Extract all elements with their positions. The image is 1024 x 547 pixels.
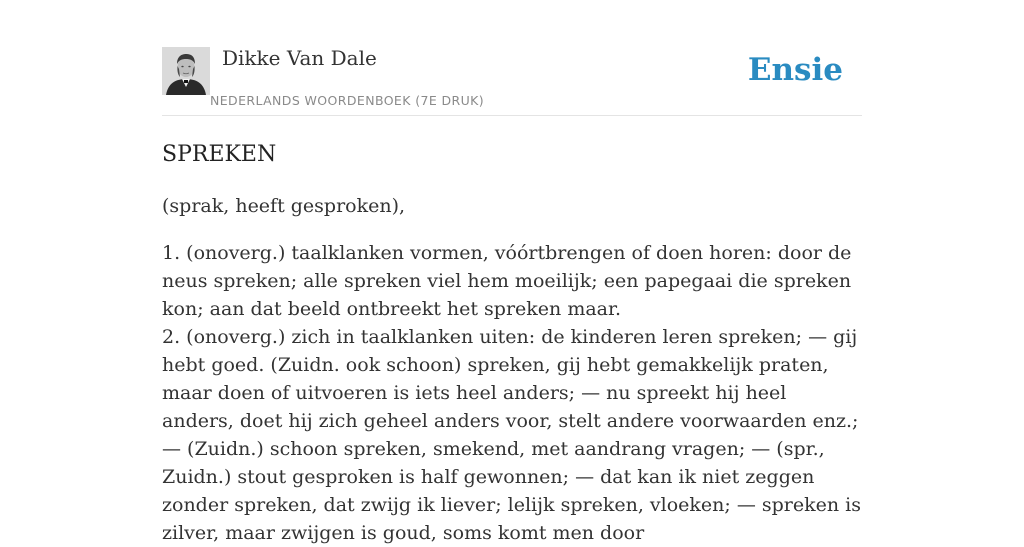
source-name[interactable]: NEDERLANDS WOORDENBOEK (7E DRUK)	[210, 93, 485, 108]
entry-definition-1: 1. (onoverg.) taalklanken vormen, vóórtbrengen of doen horen: door de neus spreken; alle spreken viel hem moeilijk; een papegaai die spreken kon; aan dat beeld ontbreekt het spreken maar.	[162, 242, 852, 320]
author-portrait-icon	[162, 47, 210, 95]
entry-title: SPREKEN	[162, 142, 277, 167]
entry-forms: (sprak, heeft gesproken),	[162, 195, 406, 217]
ensie-logo[interactable]: Ensie	[747, 52, 843, 88]
author-name[interactable]: Dikke Van Dale	[222, 46, 377, 70]
header	[162, 0, 862, 116]
entry-content	[162, 192, 862, 547]
author-avatar[interactable]	[162, 47, 210, 95]
entry-definition-2: 2. (onoverg.) zich in taalklanken uiten: de kinderen leren spreken; — gij hebt goed. (Zuidn. ook schoon) spreken, gij hebt gemakkelijk praten, maar doen of uitvoeren is iets heel anders; — nu spreekt hij heel anders, doet hij zich geheel anders voor, stelt andere voorwaarden enz.; — (Zuidn.) schoon spreken, smekend, met aandrang vragen; — (spr., Zuidn.) stout gesproken is half gewonnen; — dat kan ik niet zeggen zonder spreken, dat zwijg ik liever; lelijk spreken, vloeken; — spreken is zilver, maar zwijgen is goud, soms komt men door	[162, 326, 861, 544]
page	[162, 0, 862, 544]
